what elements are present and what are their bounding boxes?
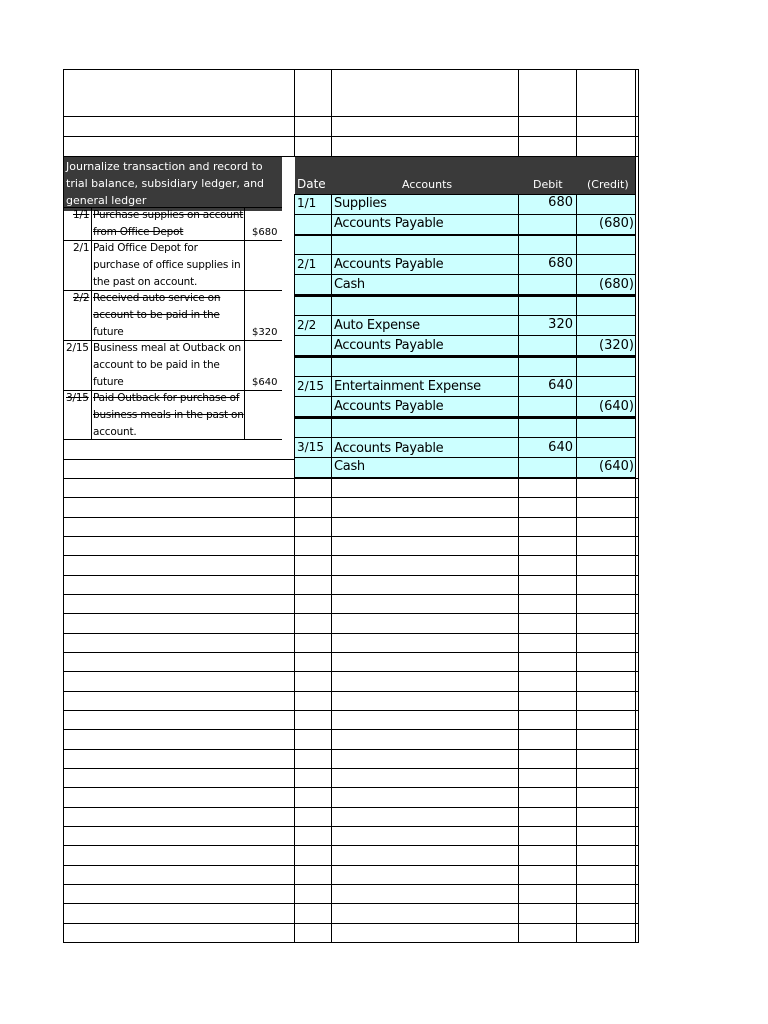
transaction-line: business meals in the past on <box>93 409 244 421</box>
credit-account: Cash <box>334 459 365 474</box>
grid-hline <box>63 478 639 479</box>
journal-row-line <box>295 376 636 377</box>
grid-hline <box>63 136 639 137</box>
grid-hline <box>63 594 639 595</box>
transaction-line: Purchase supplies on account <box>93 209 244 221</box>
grid-vline <box>331 194 332 943</box>
credit-amount: (320) <box>599 338 634 353</box>
grid-hline <box>63 671 639 672</box>
transaction-date: 2/1 <box>73 242 90 254</box>
grid-vline-left <box>63 69 64 943</box>
grid-hline <box>63 116 639 117</box>
credit-amount: (680) <box>599 216 634 231</box>
journal-area <box>295 194 636 478</box>
journal-row-line <box>295 274 636 275</box>
journal-row-line <box>295 295 636 297</box>
credit-account: Accounts Payable <box>334 338 444 353</box>
transaction-date: 2/15 <box>66 342 89 354</box>
transaction-line: Paid Outback for purchase of <box>93 392 240 404</box>
grid-hline <box>63 923 639 924</box>
instructions-text: Journalize transaction and record to trial balance, subsidiary ledger, and general ledger <box>66 160 265 207</box>
grid-vline <box>294 69 295 157</box>
transaction-line: future <box>93 376 124 388</box>
transaction-line: purchase of office supplies in <box>93 259 241 271</box>
transaction-line: future <box>93 326 124 338</box>
grid-vline <box>331 69 332 157</box>
header-date: Date <box>297 177 326 191</box>
journal-row-line <box>295 335 636 336</box>
grid-hline <box>63 536 639 537</box>
grid-hline <box>63 156 639 157</box>
transaction-amount: $320 <box>252 327 278 338</box>
debit-amount: 640 <box>548 440 573 455</box>
journal-row-line <box>295 356 636 358</box>
transaction-date: 1/1 <box>73 209 90 221</box>
credit-amount: (640) <box>599 459 634 474</box>
grid-hline <box>63 652 639 653</box>
debit-account: Entertainment Expense <box>334 379 481 394</box>
grid-hline <box>63 729 639 730</box>
debit-amount: 640 <box>548 378 573 393</box>
grid-hline <box>63 517 639 518</box>
grid-hline <box>63 613 639 614</box>
grid-hline <box>63 787 639 788</box>
transaction-line: account. <box>93 426 137 438</box>
grid-hline <box>63 691 639 692</box>
grid-hline <box>63 749 639 750</box>
journal-header-bg <box>295 157 636 194</box>
grid-hline <box>63 459 295 460</box>
transaction-date: 3/15 <box>66 392 89 404</box>
journal-row-line <box>295 315 636 316</box>
grid-hline <box>63 575 639 576</box>
transaction-line: Received auto service on <box>93 292 221 304</box>
grid-hline <box>63 69 639 70</box>
entry-date: 2/2 <box>297 318 317 332</box>
journal-row-line <box>295 254 636 255</box>
debit-amount: 680 <box>548 195 573 210</box>
transaction-date: 2/2 <box>73 292 90 304</box>
grid-hline <box>63 633 639 634</box>
grid-vline <box>91 207 92 440</box>
journal-row-line <box>295 396 636 397</box>
grid-hline <box>63 807 639 808</box>
grid-hline <box>63 768 639 769</box>
journal-row-line <box>295 235 636 236</box>
entry-date: 2/1 <box>297 257 317 271</box>
transaction-amount: $680 <box>252 227 278 238</box>
credit-amount: (640) <box>599 399 634 414</box>
grid-hline <box>63 845 639 846</box>
entry-date: 1/1 <box>297 196 317 210</box>
grid-vline <box>244 207 245 440</box>
header-debit: Debit <box>533 178 563 191</box>
debit-account: Supplies <box>334 196 387 211</box>
grid-vline <box>635 69 636 943</box>
entry-date: 2/15 <box>297 379 324 393</box>
entry-date: 3/15 <box>297 440 324 454</box>
transaction-line: from Office Depot <box>93 226 184 238</box>
transaction-line: account to be paid in the <box>93 359 220 371</box>
grid-vline-right <box>638 69 639 943</box>
debit-account: Auto Expense <box>334 318 420 333</box>
grid-hline <box>63 884 639 885</box>
transaction-line: account to be paid in the <box>93 309 220 321</box>
credit-account: Accounts Payable <box>334 399 444 414</box>
grid-hline <box>63 865 639 866</box>
grid-hline <box>63 497 639 498</box>
debit-account: Accounts Payable <box>334 257 444 272</box>
debit-amount: 320 <box>548 317 573 332</box>
transaction-line: Business meal at Outback on <box>93 342 241 354</box>
credit-account: Cash <box>334 277 365 292</box>
transaction-line: the past on account. <box>93 276 198 288</box>
transaction-amount: $640 <box>252 377 278 388</box>
grid-vline <box>576 69 577 157</box>
journal-row-line <box>295 437 636 438</box>
grid-hline <box>63 903 639 904</box>
grid-hline <box>63 555 639 556</box>
grid-vline <box>294 194 295 943</box>
grid-vline <box>518 194 519 943</box>
grid-vline <box>576 194 577 943</box>
credit-amount: (680) <box>599 277 634 292</box>
grid-hline <box>63 826 639 827</box>
grid-hline <box>63 710 639 711</box>
header-accounts: Accounts <box>402 178 453 191</box>
journal-row-line <box>295 417 636 419</box>
header-credit: (Credit) <box>587 178 629 191</box>
grid-hline <box>63 942 639 943</box>
credit-account: Accounts Payable <box>334 216 444 231</box>
transaction-line: Paid Office Depot for <box>93 242 198 254</box>
debit-account: Accounts Payable <box>334 441 444 456</box>
grid-vline <box>518 69 519 157</box>
debit-amount: 680 <box>548 256 573 271</box>
